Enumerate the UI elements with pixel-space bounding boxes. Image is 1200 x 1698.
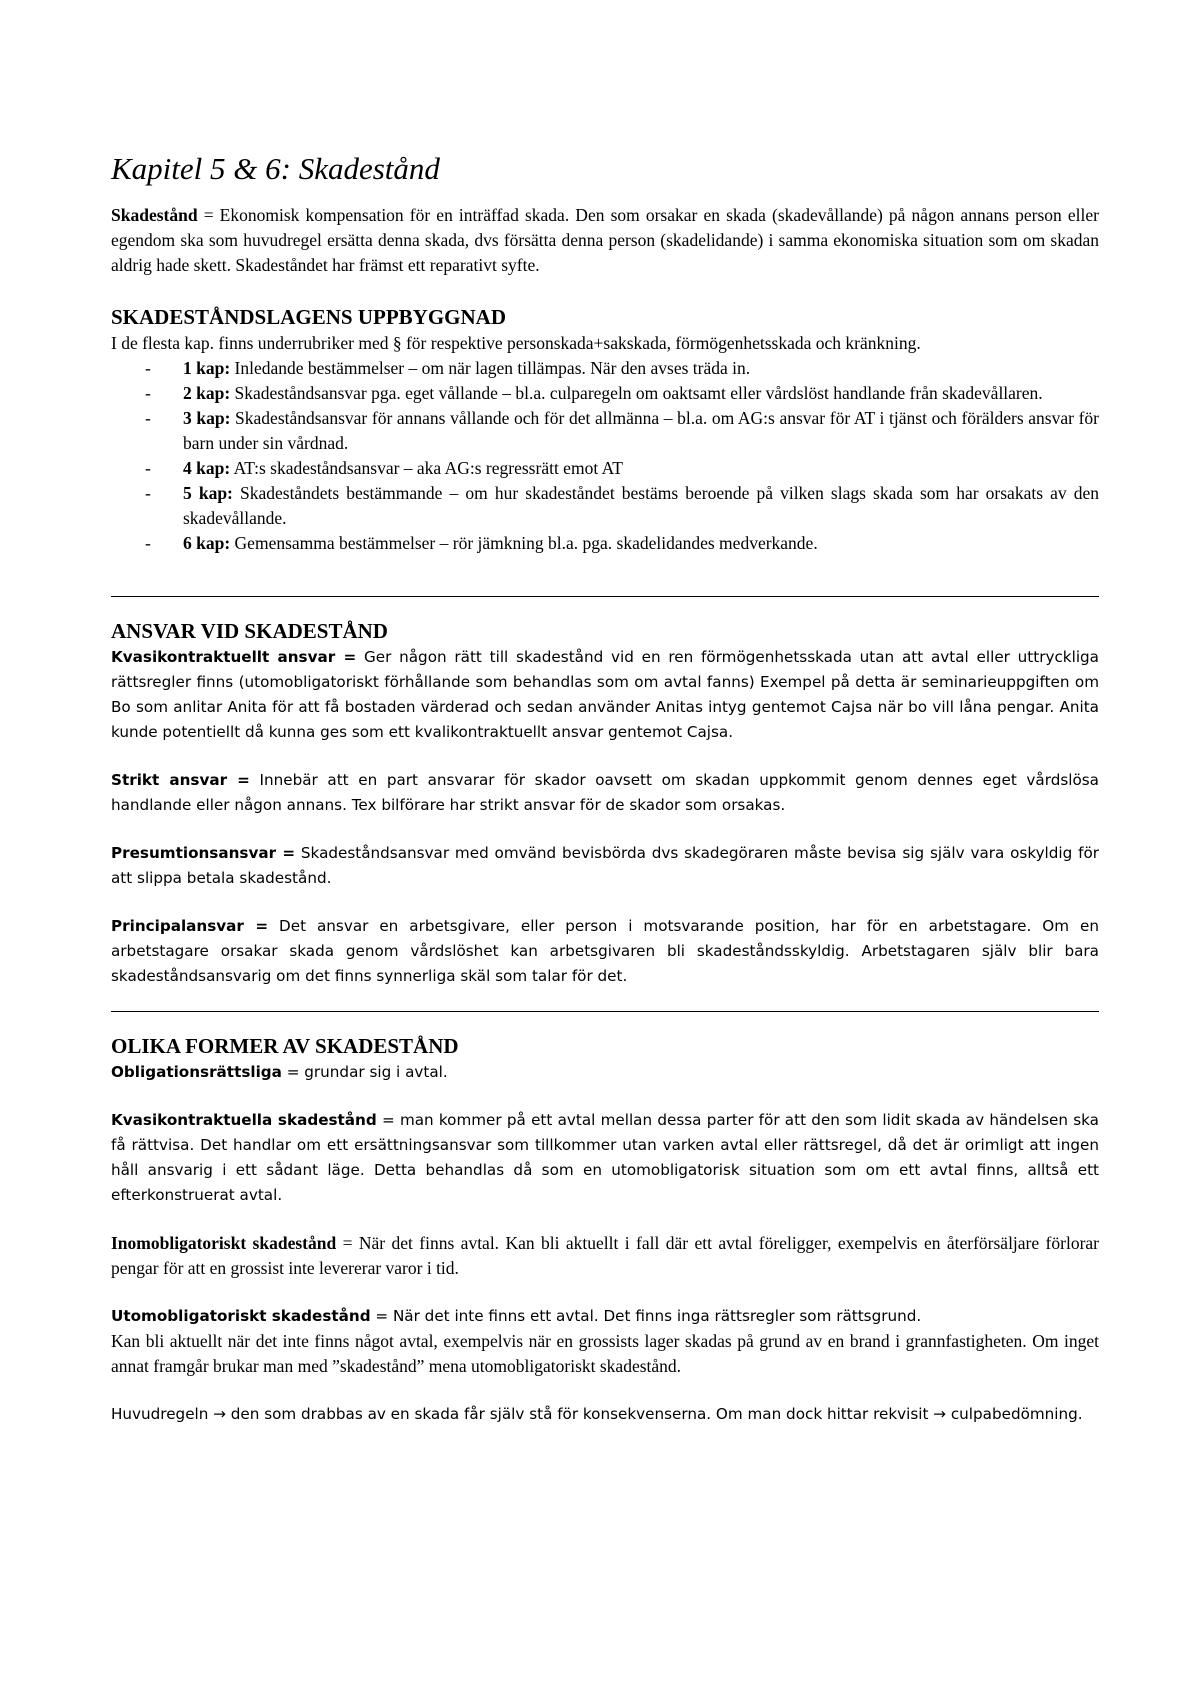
former-huvudregel: [111, 1402, 1099, 1427]
paragraph-text: Innebär att en part ansvarar för skador oavsett om skadan uppkommit genom dennes eget vårdslösa handlande eller någon annans. Tex bilförare har strikt ansvar för de skador som orsakas.: [111, 771, 1099, 815]
paragraph-text: = man kommer på ett avtal mellan dessa parter för att den som lidit skada av händelsen ska få rättvisa. Det handlar om ett ersättningsansvar som tillkommer utan varken avtal eller rättsregel, då det är orimligt att ingen håll ansvarig i ett sådant läge. Detta behandlas då som en utomobligatorisk situation som om ett avtal finns, alltså ett efterkonstruerat avtal.: [111, 1111, 1099, 1205]
list-dash: -: [145, 533, 151, 554]
page-title: Kapitel 5 & 6: Skadestånd: [111, 151, 440, 186]
paragraph-text: = När det inte finns ett avtal. Det finns inga rättsregler som rättsgrund.: [370, 1307, 922, 1326]
paragraph-text: den som drabbas av en skada får själv stå för konsekvenserna. Om man dock hittar rekvisit: [225, 1405, 934, 1424]
list-item-term: 4 kap:: [183, 458, 231, 479]
ansvar-principal: [111, 914, 1099, 989]
list-item: [111, 381, 1099, 406]
uppbyggnad-lead: I de flesta kap. finns underrubriker med § för respektive personskada+sakskada, förmögenhetsskada och kränkning.: [111, 333, 921, 354]
ansvar-kvasikontraktuellt: [111, 645, 1099, 745]
paragraph-term: Obligationsrättsliga: [111, 1063, 282, 1082]
paragraph-term: Presumtionsansvar =: [111, 844, 296, 863]
list-dash: -: [145, 358, 151, 379]
section-heading-ansvar: ANSVAR VID SKADESTÅND: [111, 619, 388, 644]
list-item-text: Skadeståndsansvar pga. eget vållande – bl.a. culparegeln om oaktsamt eller vårdslöst handlande från skadevållaren.: [230, 383, 1043, 404]
paragraph-text: = grundar sig i avtal.: [281, 1063, 448, 1082]
paragraph-text: Ger någon rätt till skadestånd vid en ren förmögenhetsskada utan att avtal eller uttryckliga rättsregler finns (utomobligatoriskt förhållande som behandlas som om avtal fanns) Exempel på detta är seminarieuppgiften om Bo som anlitar Anita för att få bostaden värderad och sedan använder Anitas intyg gentemot Cajsa när bo vill låna pengar. Anita kunde potentiellt då kunna ges som ett kvalikontraktuellt ansvar gentemot Cajsa.: [111, 648, 1099, 742]
arrow-right-icon: →: [213, 1405, 226, 1424]
section-heading-uppbyggnad: SKADESTÅNDSLAGENS UPPBYGGNAD: [111, 305, 506, 330]
arrow-right-icon: →: [933, 1405, 946, 1424]
paragraph-text: = När det finns avtal. Kan bli aktuellt i fall där ett avtal föreligger, exempelvis en återförsäljare förlorar pengar för att en grossist inte levererar varor i tid.: [111, 1233, 1099, 1279]
intro-term: Skadestånd: [111, 205, 198, 226]
list-dash: -: [145, 458, 151, 479]
list-dash: -: [145, 383, 151, 404]
former-inom: [111, 1231, 1099, 1281]
paragraph-text: culpabedömning.: [946, 1405, 1083, 1424]
former-kvasi: [111, 1108, 1099, 1208]
list-item: [111, 481, 1099, 531]
intro-text: = Ekonomisk kompensation för en inträffad skada. Den som orsakar en skada (skadevållande) på någon annans person eller egendom ska som huvudregel ersätta denna skada, dvs försätta denna person (skadelidande) i samma ekonomiska situation som om skadan aldrig hade skett. Skadeståndet har främst ett reparativt syfte.: [111, 205, 1099, 276]
former-utom: [111, 1304, 1099, 1329]
ansvar-presumtion: [111, 841, 1099, 891]
list-item-term: 6 kap:: [183, 533, 231, 554]
paragraph-term: Inomobligatoriskt skadestånd: [111, 1233, 337, 1254]
document-page: [111, 130, 1099, 1427]
paragraph-term: Principalansvar =: [111, 917, 269, 936]
former-utom-extra: Kan bli aktuellt när det inte finns något avtal, exempelvis när en grossists lager skadas på grund av en brand i grannfastigheten. Om inget annat framgår brukar man med ”skadestånd” mena utomobligatoriskt skadestånd.: [111, 1331, 1099, 1377]
paragraph-term: Strikt ansvar =: [111, 771, 250, 790]
paragraph-term: Utomobligatoriskt skadestånd: [111, 1307, 371, 1326]
former-obligations: [111, 1060, 1099, 1085]
list-item: [111, 456, 1099, 481]
list-item: [111, 531, 1099, 556]
list-item-text: Gemensamma bestämmelser – rör jämkning bl.a. pga. skadelidandes medverkande.: [230, 533, 818, 554]
kap-list: [111, 356, 1099, 556]
intro-paragraph: [111, 203, 1099, 278]
list-item: [111, 356, 1099, 381]
list-item-text: Skadeståndets bestämmande – om hur skadeståndet bestäms beroende på vilken slags skada som har orsakats av den skadevållande.: [183, 483, 1099, 529]
list-item-text: Inledande bestämmelser – om när lagen tillämpas. När den avses träda in.: [230, 358, 751, 379]
list-item-term: 5 kap:: [183, 483, 233, 504]
list-item-text: AT:s skadeståndsansvar – aka AG:s regressrätt emot AT: [230, 458, 623, 479]
list-dash: -: [145, 408, 151, 429]
list-item-term: 2 kap:: [183, 383, 231, 404]
list-item-text: Skadeståndsansvar för annans vållande och för det allmänna – bl.a. om AG:s ansvar för AT i tjänst och förälders ansvar för barn under sin vårdnad.: [183, 408, 1099, 454]
list-item-term: 3 kap:: [183, 408, 231, 429]
section-heading-former: OLIKA FORMER AV SKADESTÅND: [111, 1034, 459, 1059]
ansvar-strikt: [111, 768, 1099, 818]
paragraph-term: Kvasikontraktuellt ansvar =: [111, 648, 357, 667]
list-item-term: 1 kap:: [183, 358, 231, 379]
paragraph-text: Det ansvar en arbetsgivare, eller person i motsvarande position, har för en arbetstagare. Om en arbetstagare orsakar skada genom vårdslöshet kan arbetsgivaren bli skadeståndsskyldig. Arbetstagaren själv blir bara skadeståndsansvarig om det finns synnerliga skäl som talar för det.: [111, 917, 1099, 986]
paragraph-term: Kvasikontraktuella skadestånd: [111, 1111, 377, 1130]
list-dash: -: [145, 483, 151, 504]
paragraph-text: Skadeståndsansvar med omvänd bevisbörda dvs skadegöraren måste bevisa sig själv vara oskyldig för att slippa betala skadestånd.: [111, 844, 1099, 888]
list-item: [111, 406, 1099, 456]
paragraph-term: Huvudregeln: [111, 1405, 209, 1424]
